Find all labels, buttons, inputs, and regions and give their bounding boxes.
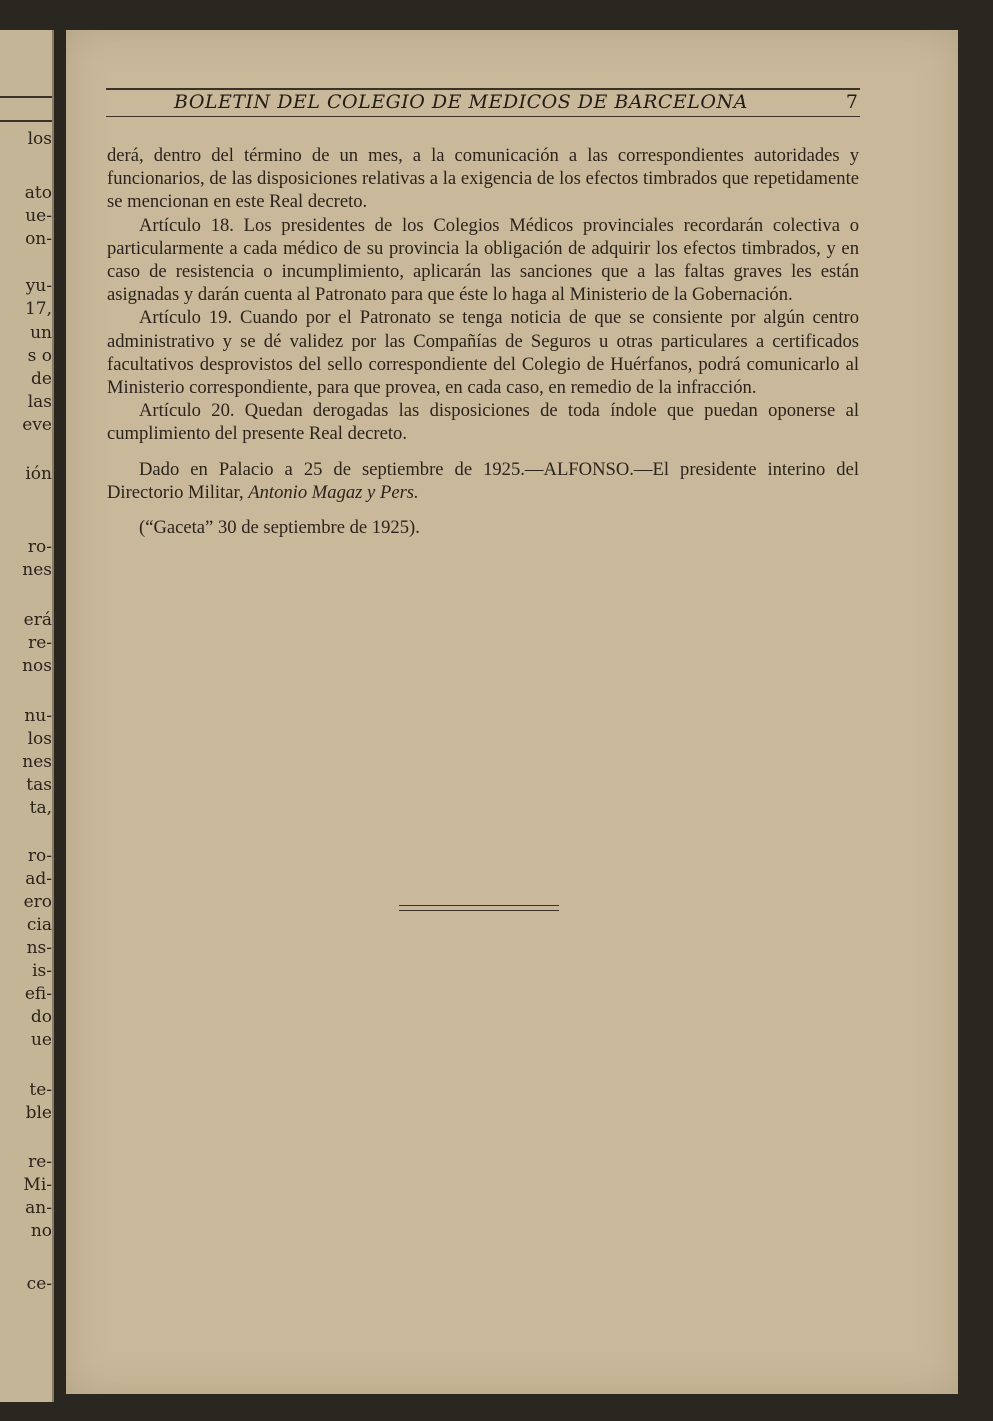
adjacent-page-edge — [0, 30, 54, 1402]
decree-date-text: Dado en Palacio a 25 de septiembre de 1925.—ALFONSO.—El presidente interino del Directorio Militar, — [107, 458, 859, 503]
adjacent-page-text-fragment: ble — [25, 1103, 52, 1123]
adjacent-page-text-fragment: ión — [25, 464, 52, 484]
adjacent-page-text-fragment: ce- — [26, 1274, 52, 1294]
adjacent-page-text-fragment: ue- — [25, 206, 52, 226]
article-20-paragraph: Artículo 20. Quedan derogadas las disposiciones de toda índole que puedan oponerse al cumplimiento del presente Real decreto. — [107, 400, 859, 445]
adjacent-page-text-fragment: ue — [30, 1030, 52, 1050]
adjacent-page-text-fragment: nes — [22, 560, 52, 580]
adjacent-page-text-fragment: an- — [25, 1198, 52, 1218]
adjacent-page-text-fragment: ato — [24, 183, 52, 203]
decree-signature-paragraph — [107, 458, 859, 504]
adjacent-page-text-fragment: ad- — [25, 869, 52, 889]
adjacent-page-text-fragment: los — [27, 729, 52, 749]
adjacent-page-text-fragment: cia — [26, 915, 52, 935]
adjacent-page-text-fragment: erá — [23, 610, 52, 630]
adjacent-page-text-fragment: no — [30, 1221, 52, 1241]
section-end-rule — [399, 905, 559, 911]
adjacent-page-text-fragment: las — [27, 392, 52, 412]
adjacent-page-text-fragment: ta, — [29, 798, 52, 818]
adjacent-page-text-fragment: eve — [22, 415, 52, 435]
adjacent-page-text-fragment: yu- — [25, 276, 52, 296]
adjacent-page-text-fragment: ns- — [26, 938, 52, 958]
gazette-citation: (“Gaceta” 30 de septiembre de 1925). — [139, 517, 420, 539]
running-header — [106, 88, 860, 117]
adjacent-page-text-fragment: nu- — [24, 706, 52, 726]
adjacent-page-text-fragment: de — [31, 369, 52, 389]
journal-title: BOLETIN DEL COLEGIO DE MEDICOS DE BARCELONA — [174, 91, 748, 113]
article-body — [107, 144, 859, 539]
adjacent-page-text-fragment: Mi- — [23, 1175, 52, 1195]
adjacent-page-text-fragment: 17, — [24, 299, 52, 319]
page-number: 7 — [845, 91, 858, 113]
adjacent-page-text-fragment: ro- — [27, 846, 52, 866]
paragraph: derá, dentro del término de un mes, a la comunicación a las correspondientes autoridades y funcionarios, de las disposiciones relativas a la exigencia de los efectos timbrados que repetidamente se mencionan en este Real decreto. — [107, 145, 859, 213]
article-18-paragraph: Artículo 18. Los presidentes de los Colegios Médicos provinciales recordarán colectiva o particularmente a cada médico de su provincia la obligación de adquirir los efectos timbrados, y en caso de resistencia o incumplimiento, aplicarán las sanciones que a las faltas graves les están asignadas y darán cuenta al Patronato para que éste lo haga al Ministerio de la Gobernación. — [107, 214, 859, 306]
adjacent-page-text-fragment: nes — [22, 752, 52, 772]
adjacent-page-text-fragment: te- — [29, 1080, 52, 1100]
adjacent-page-rule — [0, 96, 52, 98]
adjacent-page-text-fragment: nos — [22, 656, 52, 676]
adjacent-page-text-fragment: do — [30, 1007, 52, 1027]
adjacent-page-text-fragment: ro- — [27, 537, 52, 557]
signatory-name: Antonio Magaz y Pers. — [248, 481, 419, 503]
adjacent-page-text-fragment: re- — [28, 633, 52, 653]
article-19-paragraph: Artículo 19. Cuando por el Patronato se tenga noticia de que se consiente por algún centro administrativo y se dé validez por las Compañías de Seguros u otras particulares a certificados facultativos desprovistos del sello correspondiente del Colegio de Huérfanos, podrá comunicarlo al Ministerio correspondiente, para que provea, en cada caso, en remedio de la infracción. — [107, 307, 859, 399]
adjacent-page-text-fragment: tas — [26, 775, 52, 795]
adjacent-page-text-fragment: los — [27, 129, 52, 149]
adjacent-page-rule — [0, 120, 52, 122]
adjacent-page-text-fragment: s o — [27, 346, 52, 366]
adjacent-page-text-fragment: re- — [28, 1152, 52, 1172]
adjacent-page-text-fragment: ero — [23, 892, 52, 912]
adjacent-page-text-fragment: is- — [32, 961, 52, 981]
adjacent-page-text-fragment: on- — [25, 229, 52, 249]
document-page — [66, 30, 958, 1394]
adjacent-page-text-fragment: un — [30, 323, 52, 343]
adjacent-page-text-fragment: efi- — [24, 984, 52, 1004]
